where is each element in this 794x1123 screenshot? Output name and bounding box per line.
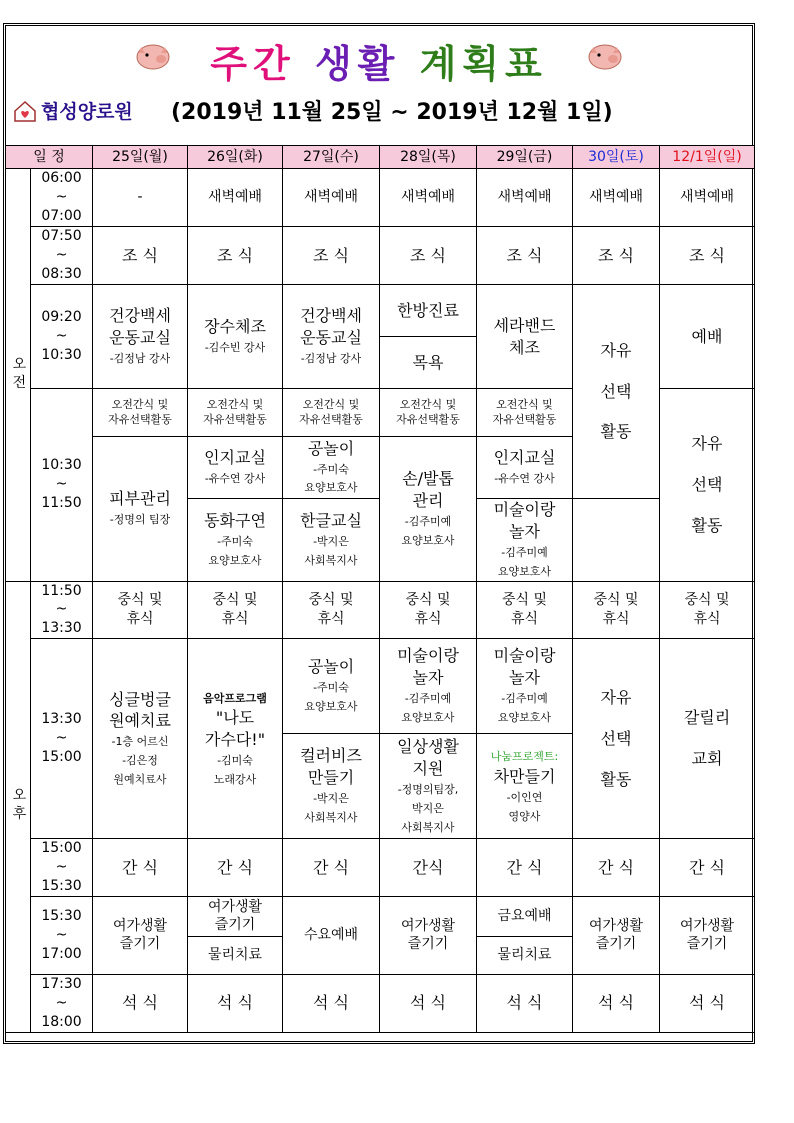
time-cell: 09:20 ~ 10:30 <box>31 285 93 389</box>
time-cell: 15:30 ~ 17:00 <box>31 896 93 974</box>
cell-mon: 간 식 <box>93 839 188 897</box>
cell-wed: 오전간식 및 자유선택활동 <box>283 389 380 437</box>
cell-sat: 간 식 <box>573 839 660 897</box>
col-wed: 27일(수) <box>283 146 380 169</box>
page-title <box>3 33 755 88</box>
cell-tue: 조 식 <box>188 227 283 285</box>
cell-wed: 조 식 <box>283 227 380 285</box>
cell-wed-top: 공놀이 -주미숙 요양보호사 <box>283 437 380 499</box>
cell-wed: 간 식 <box>283 839 380 897</box>
cell-mon: 중식 및 휴식 <box>93 581 188 639</box>
cell-tue: 간 식 <box>188 839 283 897</box>
col-sun: 12/1일(일) <box>660 146 755 169</box>
cell-thu-top: 한방진료 <box>380 285 477 337</box>
cell-sat: 여가생활 즐기기 <box>573 896 660 974</box>
cell-sat: 석 식 <box>573 974 660 1032</box>
cell-sun: 예배 <box>660 285 755 389</box>
cell-fri: 간 식 <box>477 839 573 897</box>
cell-mon: 여가생활 즐기기 <box>93 896 188 974</box>
cell-wed: 석 식 <box>283 974 380 1032</box>
cell-fri-bottom: 물리치료 <box>477 936 573 974</box>
cell-sun: 새벽예배 <box>660 169 755 227</box>
cell-mon: 오전간식 및 자유선택활동 <box>93 389 188 437</box>
cell-mon: 석 식 <box>93 974 188 1032</box>
org-label: 협성양로원 <box>41 101 133 123</box>
col-sat: 30일(토) <box>573 146 660 169</box>
cell-mon: 건강백세 운동교실 -김정남 강사 <box>93 285 188 389</box>
cell-thu-bottom: 일상생활 지원 -정명의팀장, 박지은 사회복지사 <box>380 734 477 839</box>
cell-wed-top: 공놀이 -주미숙 요양보호사 <box>283 639 380 734</box>
col-fri: 29일(금) <box>477 146 573 169</box>
cell-thu: 여가생활 즐기기 <box>380 896 477 974</box>
row-dinner <box>6 974 755 1032</box>
row-breakfast <box>6 227 755 285</box>
cell-tue-top: 인지교실 -유수연 강사 <box>188 437 283 499</box>
cell-fri: 석 식 <box>477 974 573 1032</box>
cell-fri: 오전간식 및 자유선택활동 <box>477 389 573 437</box>
pig-icon <box>583 37 627 73</box>
cell-fri-top: 미술이랑 놀자 -김주미예 요양보호사 <box>477 639 573 734</box>
cell-thu-top: 미술이랑 놀자 -김주미예 요양보호사 <box>380 639 477 734</box>
cell-fri-bottom: 나눔프로젝트: 차만들기 -이인연 영양사 <box>477 734 573 839</box>
time-cell: 17:30 ~ 18:00 <box>31 974 93 1032</box>
cell-sun: 간 식 <box>660 839 755 897</box>
row-dawn <box>6 169 755 227</box>
cell-tue: 새벽예배 <box>188 169 283 227</box>
time-cell: 06:00 ~ 07:00 <box>31 169 93 227</box>
col-tue: 26일(화) <box>188 146 283 169</box>
row-leisure-a <box>6 896 755 936</box>
cell-fri: 세라밴드 체조 <box>477 285 573 389</box>
cell-wed: 건강백세 운동교실 -김정남 강사 <box>283 285 380 389</box>
cell-sun: 갈릴리 교회 <box>660 639 755 839</box>
cell-wed: 중식 및 휴식 <box>283 581 380 639</box>
period: (2019년 11월 25일 ~ 2019년 12월 1일) <box>171 100 613 125</box>
cell-sat: 새벽예배 <box>573 169 660 227</box>
cell-mon: 피부관리 -정명의 팀장 <box>93 437 188 582</box>
section-pm: 오 후 <box>6 581 31 1032</box>
row-snack-pm <box>6 839 755 897</box>
cell-fri: 조 식 <box>477 227 573 285</box>
title-part-weekly: 주간 <box>210 42 296 86</box>
cell-fri: 중식 및 휴식 <box>477 581 573 639</box>
cell-thu: 오전간식 및 자유선택활동 <box>380 389 477 437</box>
cell-thu: 조 식 <box>380 227 477 285</box>
cell-sun-free: 자유 선택 활동 <box>660 389 755 582</box>
col-schedule: 일 정 <box>6 146 93 169</box>
cell-wed: 수요예배 <box>283 896 380 974</box>
cell-mon: - <box>93 169 188 227</box>
cell-mon: 싱글벙글 원예치료 -1층 어르신 -김은정 원예치료사 <box>93 639 188 839</box>
cell-thu: 석 식 <box>380 974 477 1032</box>
cell-sun: 여가생활 즐기기 <box>660 896 755 974</box>
cell-thu: 간식 <box>380 839 477 897</box>
cell-fri-bottom: 미술이랑 놀자 -김주미예 요양보호사 <box>477 499 573 582</box>
header-row <box>6 146 755 169</box>
cell-sun: 석 식 <box>660 974 755 1032</box>
time-cell: 13:30 ~ 15:00 <box>31 639 93 839</box>
cell-wed: 새벽예배 <box>283 169 380 227</box>
time-cell: 07:50 ~ 08:30 <box>31 227 93 285</box>
cell-mon: 조 식 <box>93 227 188 285</box>
cell-thu: 중식 및 휴식 <box>380 581 477 639</box>
cell-tue: 장수체조 -김수빈 강사 <box>188 285 283 389</box>
cell-thu: 손/발톱 관리 -김주미예 요양보호사 <box>380 437 477 582</box>
row-lunch <box>6 581 755 639</box>
house-heart-icon <box>13 100 37 122</box>
col-mon: 25일(월) <box>93 146 188 169</box>
cell-sat: 중식 및 휴식 <box>573 581 660 639</box>
cell-fri-top: 금요예배 <box>477 896 573 936</box>
col-thu: 28일(목) <box>380 146 477 169</box>
cell-tue: 음악프로그램 "나도 가수다!" -김미숙 노래강사 <box>188 639 283 839</box>
cell-tue: 중식 및 휴식 <box>188 581 283 639</box>
org-name <box>13 97 133 124</box>
title-part-life: 생활 <box>314 42 401 86</box>
cell-fri-top: 인지교실 -유수연 강사 <box>477 437 573 499</box>
cell-sun: 조 식 <box>660 227 755 285</box>
cell-sat-free: 자유 선택 활동 <box>573 285 660 499</box>
row-morning-a <box>6 285 755 337</box>
section-am: 오 전 <box>6 169 31 582</box>
row-prog-pm-a <box>6 639 755 734</box>
schedule-table <box>5 145 755 1033</box>
time-cell: 15:00 ~ 15:30 <box>31 839 93 897</box>
cell-tue-bottom: 동화구연 -주미숙 요양보호사 <box>188 499 283 582</box>
time-cell: 11:50 ~ 13:30 <box>31 581 93 639</box>
cell-tue-top: 여가생활 즐기기 <box>188 896 283 936</box>
cell-sat: 자유 선택 활동 <box>573 639 660 839</box>
cell-wed-bottom: 한글교실 -박지은 사회복지사 <box>283 499 380 582</box>
cell-sat: 조 식 <box>573 227 660 285</box>
cell-tue: 오전간식 및 자유선택활동 <box>188 389 283 437</box>
time-cell: 10:30 ~ 11:50 <box>31 389 93 582</box>
cell-thu-bottom: 목욕 <box>380 337 477 389</box>
cell-fri: 새벽예배 <box>477 169 573 227</box>
header <box>3 23 755 145</box>
cell-thu: 새벽예배 <box>380 169 477 227</box>
cell-tue-bottom: 물리치료 <box>188 936 283 974</box>
cell-wed-bottom: 컬러비즈 만들기 -박지은 사회복지사 <box>283 734 380 839</box>
cell-tue: 석 식 <box>188 974 283 1032</box>
cell-sun: 중식 및 휴식 <box>660 581 755 639</box>
title-part-plan: 계획표 <box>419 42 548 86</box>
